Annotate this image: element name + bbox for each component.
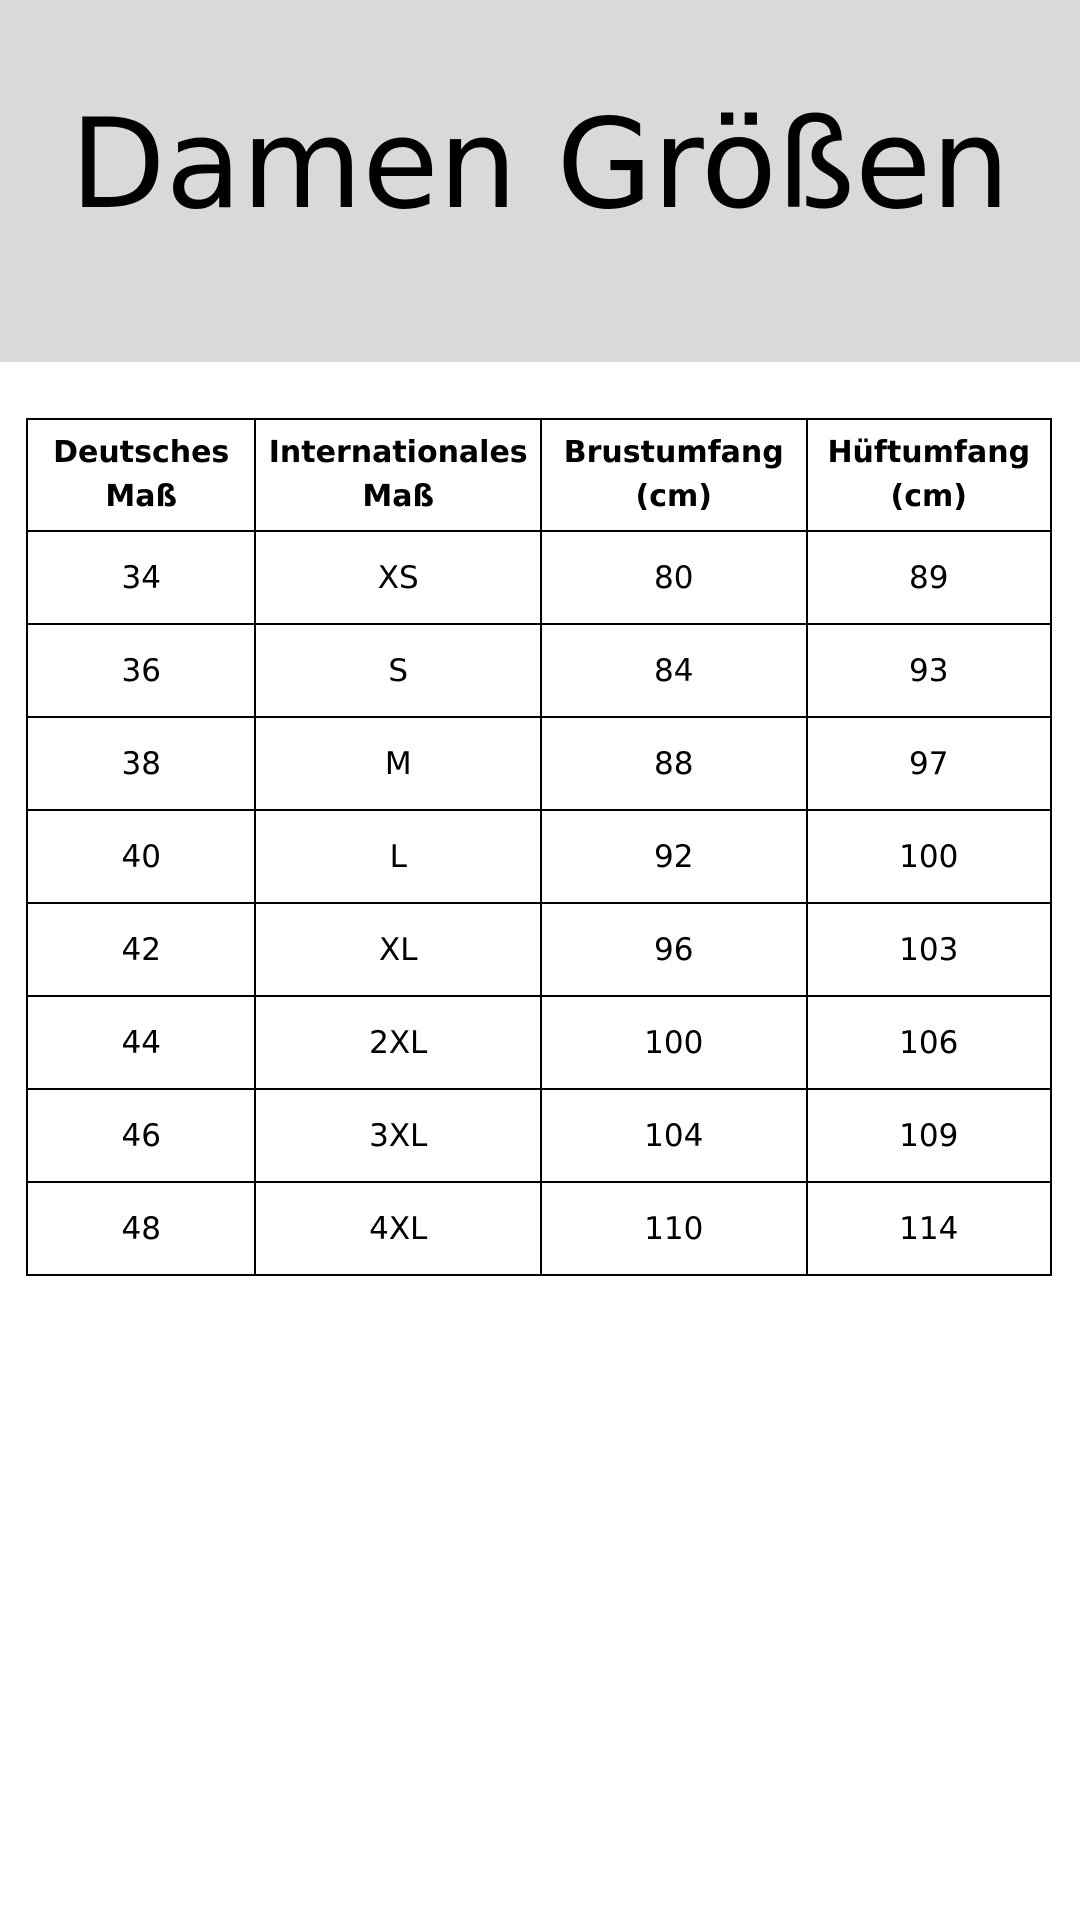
cell-hip: 93 xyxy=(807,624,1052,717)
cell-german-size: 36 xyxy=(27,624,255,717)
table-row xyxy=(27,1089,1051,1182)
table-row xyxy=(27,1182,1051,1275)
cell-international-size: M xyxy=(255,717,541,810)
header-german-size xyxy=(27,419,255,531)
cell-german-size: 42 xyxy=(27,903,255,996)
cell-international-size: XS xyxy=(255,531,541,624)
cell-hip: 114 xyxy=(807,1182,1052,1275)
cell-german-size: 46 xyxy=(27,1089,255,1182)
table-row xyxy=(27,810,1051,903)
cell-international-size: 2XL xyxy=(255,996,541,1089)
header-line: (cm) xyxy=(890,479,967,514)
cell-bust: 104 xyxy=(541,1089,807,1182)
table-row xyxy=(27,624,1051,717)
table-row xyxy=(27,717,1051,810)
header-line: (cm) xyxy=(635,479,712,514)
cell-bust: 88 xyxy=(541,717,807,810)
table-header-row xyxy=(27,419,1051,531)
table-row xyxy=(27,531,1051,624)
cell-bust: 96 xyxy=(541,903,807,996)
cell-hip: 109 xyxy=(807,1089,1052,1182)
cell-german-size: 38 xyxy=(27,717,255,810)
cell-international-size: XL xyxy=(255,903,541,996)
size-chart-table xyxy=(26,418,1052,1276)
cell-german-size: 40 xyxy=(27,810,255,903)
cell-hip: 97 xyxy=(807,717,1052,810)
header-bust xyxy=(541,419,807,531)
cell-hip: 100 xyxy=(807,810,1052,903)
table-row xyxy=(27,996,1051,1089)
table-row xyxy=(27,903,1051,996)
cell-german-size: 34 xyxy=(27,531,255,624)
title-banner xyxy=(0,0,1080,362)
cell-bust: 84 xyxy=(541,624,807,717)
header-line: Maß xyxy=(362,479,435,514)
header-line: Maß xyxy=(105,479,178,514)
header-line: Brustumfang xyxy=(563,435,784,470)
cell-bust: 80 xyxy=(541,531,807,624)
header-international-size xyxy=(255,419,541,531)
cell-hip: 103 xyxy=(807,903,1052,996)
cell-international-size: 3XL xyxy=(255,1089,541,1182)
cell-german-size: 44 xyxy=(27,996,255,1089)
header-hip xyxy=(807,419,1052,531)
cell-international-size: L xyxy=(255,810,541,903)
cell-hip: 89 xyxy=(807,531,1052,624)
cell-international-size: S xyxy=(255,624,541,717)
cell-international-size: 4XL xyxy=(255,1182,541,1275)
cell-german-size: 48 xyxy=(27,1182,255,1275)
header-line: Hüftumfang xyxy=(827,435,1031,470)
header-line: Internationales xyxy=(268,435,528,470)
header-line: Deutsches xyxy=(53,435,230,470)
cell-bust: 110 xyxy=(541,1182,807,1275)
cell-bust: 100 xyxy=(541,996,807,1089)
cell-hip: 106 xyxy=(807,996,1052,1089)
cell-bust: 92 xyxy=(541,810,807,903)
page-title: Damen Größen xyxy=(70,93,1010,237)
